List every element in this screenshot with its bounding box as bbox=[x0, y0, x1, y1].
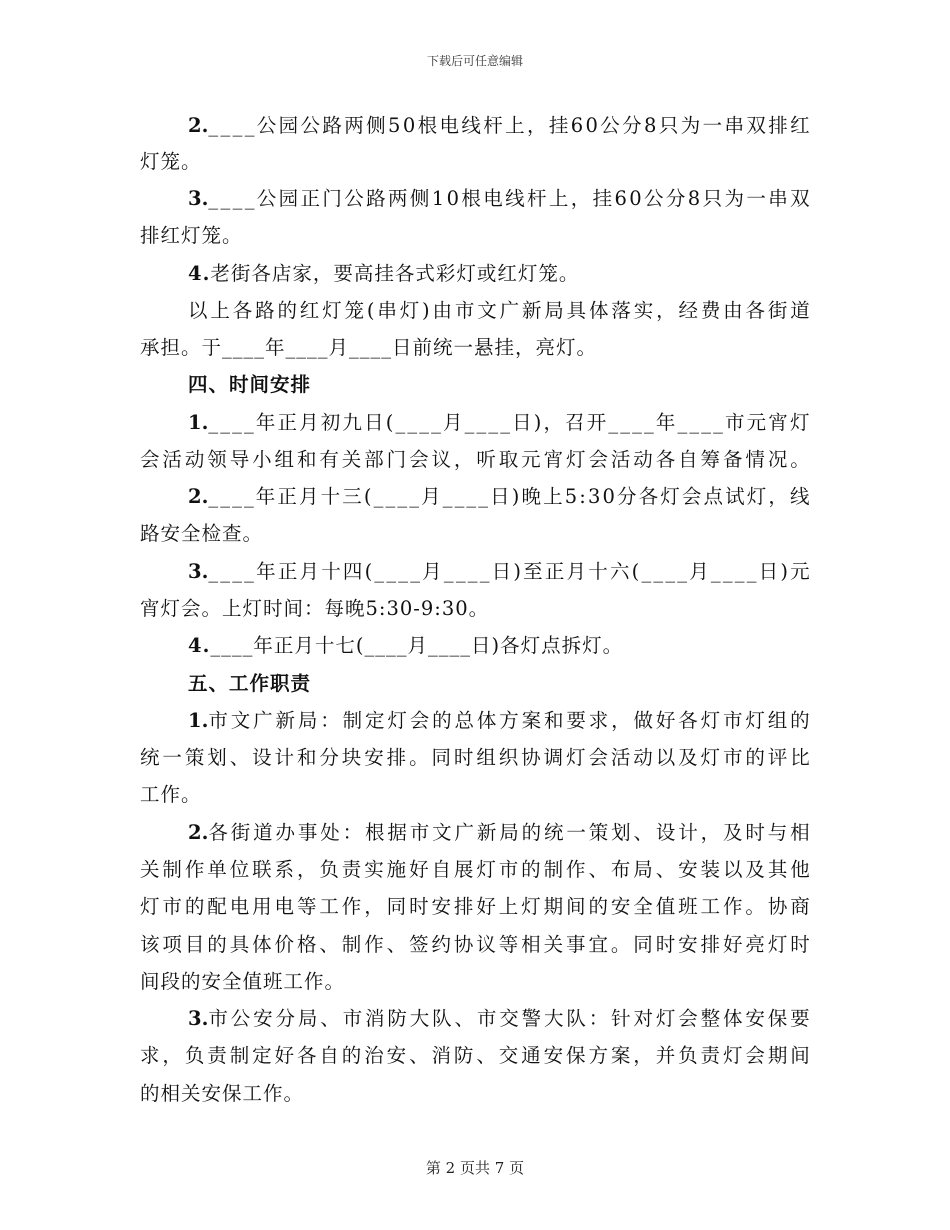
section-heading bbox=[140, 367, 810, 403]
page-header: 下载后可任意编辑 bbox=[426, 54, 523, 68]
paragraph-line bbox=[140, 889, 810, 925]
paragraph-line bbox=[140, 293, 810, 329]
line-text: 排红灯笼。 bbox=[140, 224, 243, 247]
paragraph-line bbox=[140, 815, 810, 851]
line-text: 各 街 道 办 事 处 ： 根 据 市 文 广 新 局 的 统 一 策 划 、 设 计 ， 及 时 与 相 bbox=[208, 821, 810, 844]
paragraph-line bbox=[140, 1038, 810, 1074]
paragraph-line bbox=[140, 628, 810, 664]
paragraph-line bbox=[140, 852, 810, 888]
paragraph-line bbox=[140, 405, 810, 441]
line-text: 宵灯会。上灯时间：每晚5:30-9:30。 bbox=[140, 597, 490, 620]
line-text: _ _ _ _ 年 正 月 十 三 ( _ _ _ _ 月 _ _ _ _ 日 ) 晚 上 5 : 3 0 分 各 灯 会 点 试 灯 ， 线 bbox=[208, 485, 810, 508]
line-text: 灯 市 的 配 电 用 电 等 工 作 ， 同 时 安 排 好 上 灯 期 间 的 安 全 值 班 工 作 。 协 商 bbox=[140, 895, 810, 918]
paragraph-line bbox=[140, 927, 810, 963]
line-text: _ _ _ _ 公 园 正 门 公 路 两 侧 1 0 根 电 线 杆 上 ， 挂 6 0 公 分 8 只 为 一 串 双 bbox=[208, 187, 810, 210]
list-number: 3. bbox=[188, 560, 209, 583]
line-text: _ _ _ _ 年 正 月 十 四 ( _ _ _ _ 月 _ _ _ _ 日 ) 至 正 月 十 六 ( _ _ _ _ 月 _ _ _ _ 日 ) 元 bbox=[208, 560, 810, 583]
paragraph-line bbox=[140, 964, 810, 1000]
paragraph-line bbox=[140, 740, 810, 776]
list-number: 1. bbox=[188, 709, 209, 732]
line-text: 的相关安保工作。 bbox=[140, 1082, 305, 1105]
list-number: 2. bbox=[188, 114, 209, 137]
line-text: 会 活 动 领 导 小 组 和 有 关 部 门 会 议 ， 听 取 元 宵 灯 会 活 动 各 自 筹 备 情 况 。 bbox=[140, 448, 810, 471]
paragraph-line bbox=[140, 1076, 810, 1112]
line-text: 老街各店家，要高挂各式彩灯或红灯笼。 bbox=[210, 262, 580, 285]
line-text: 求 ， 负 责 制 定 好 各 自 的 治 安 、 消 防 、 交 通 安 保 方 案 ， 并 负 责 灯 会 期 间 bbox=[140, 1044, 810, 1067]
paragraph-line bbox=[140, 703, 810, 739]
list-number: 4. bbox=[188, 634, 211, 657]
paragraph-line bbox=[140, 218, 810, 254]
line-text: 工作。 bbox=[140, 783, 202, 806]
paragraph-line bbox=[140, 591, 810, 627]
page-footer: 第 2 页共 7 页 bbox=[425, 1159, 525, 1177]
paragraph-line bbox=[140, 108, 810, 144]
line-text: 灯笼。 bbox=[140, 150, 202, 173]
line-text: 市 文 广 新 局 ： 制 定 灯 会 的 总 体 方 案 和 要 求 ， 做 好 各 灯 市 灯 组 的 bbox=[208, 709, 810, 732]
list-number: 1. bbox=[188, 411, 209, 434]
line-text: _ _ _ _ 年 正 月 初 九 日 ( _ _ _ _ 月 _ _ _ _ 日 ) ， 召 开 _ _ _ _ 年 _ _ _ _ 市 元 宵 灯 bbox=[208, 411, 810, 434]
line-text: _ _ _ _ 公 园 公 路 两 侧 5 0 根 电 线 杆 上 ， 挂 6 0 公 分 8 只 为 一 串 双 排 红 bbox=[208, 114, 810, 137]
paragraph-line bbox=[140, 442, 810, 478]
list-number: 2. bbox=[188, 485, 209, 508]
list-number: 3. bbox=[188, 1007, 209, 1030]
line-text: 承担。于____年____月____日前统一悬挂，亮灯。 bbox=[140, 336, 598, 359]
paragraph-line bbox=[140, 144, 810, 180]
line-text: 关 制 作 单 位 联 系 ， 负 责 实 施 好 自 展 灯 市 的 制 作 、 布 局 、 安 装 以 及 其 他 bbox=[140, 858, 810, 881]
line-text: 该 项 目 的 具 体 价 格 、 制 作 、 签 约 协 议 等 相 关 事 宜 。 同 时 安 排 好 亮 灯 时 bbox=[140, 933, 810, 956]
paragraph-line bbox=[140, 181, 810, 217]
list-number: 3. bbox=[188, 187, 209, 210]
paragraph-line bbox=[140, 516, 810, 552]
paragraph-line bbox=[140, 479, 810, 515]
paragraph-line bbox=[140, 256, 810, 292]
line-text: 以 上 各 路 的 红 灯 笼 ( 串 灯 ) 由 市 文 广 新 局 具 体 落 实 ， 经 费 由 各 街 道 bbox=[188, 299, 810, 322]
line-text: 间段的安全值班工作。 bbox=[140, 970, 346, 993]
section-heading bbox=[140, 666, 810, 702]
line-text: 路安全检查。 bbox=[140, 522, 264, 545]
paragraph-line bbox=[140, 554, 810, 590]
heading-text: 五、工作职责 bbox=[188, 672, 312, 695]
paragraph-line bbox=[140, 1001, 810, 1037]
list-number: 4. bbox=[188, 262, 211, 285]
line-text: 统 一 策 划 、 设 计 和 分 块 安 排 。 同 时 组 织 协 调 灯 会 活 动 以 及 灯 市 的 评 比 bbox=[140, 746, 810, 769]
heading-text: 四、时间安排 bbox=[188, 373, 312, 396]
line-text: ____年正月十七(____月____日)各灯点拆灯。 bbox=[210, 634, 624, 657]
paragraph-line bbox=[140, 777, 810, 813]
paragraph-line bbox=[140, 330, 810, 366]
list-number: 2. bbox=[188, 821, 209, 844]
line-text: 市 公 安 分 局 、 市 消 防 大 队 、 市 交 警 大 队 ： 针 对 灯 会 整 体 安 保 要 bbox=[208, 1007, 810, 1030]
